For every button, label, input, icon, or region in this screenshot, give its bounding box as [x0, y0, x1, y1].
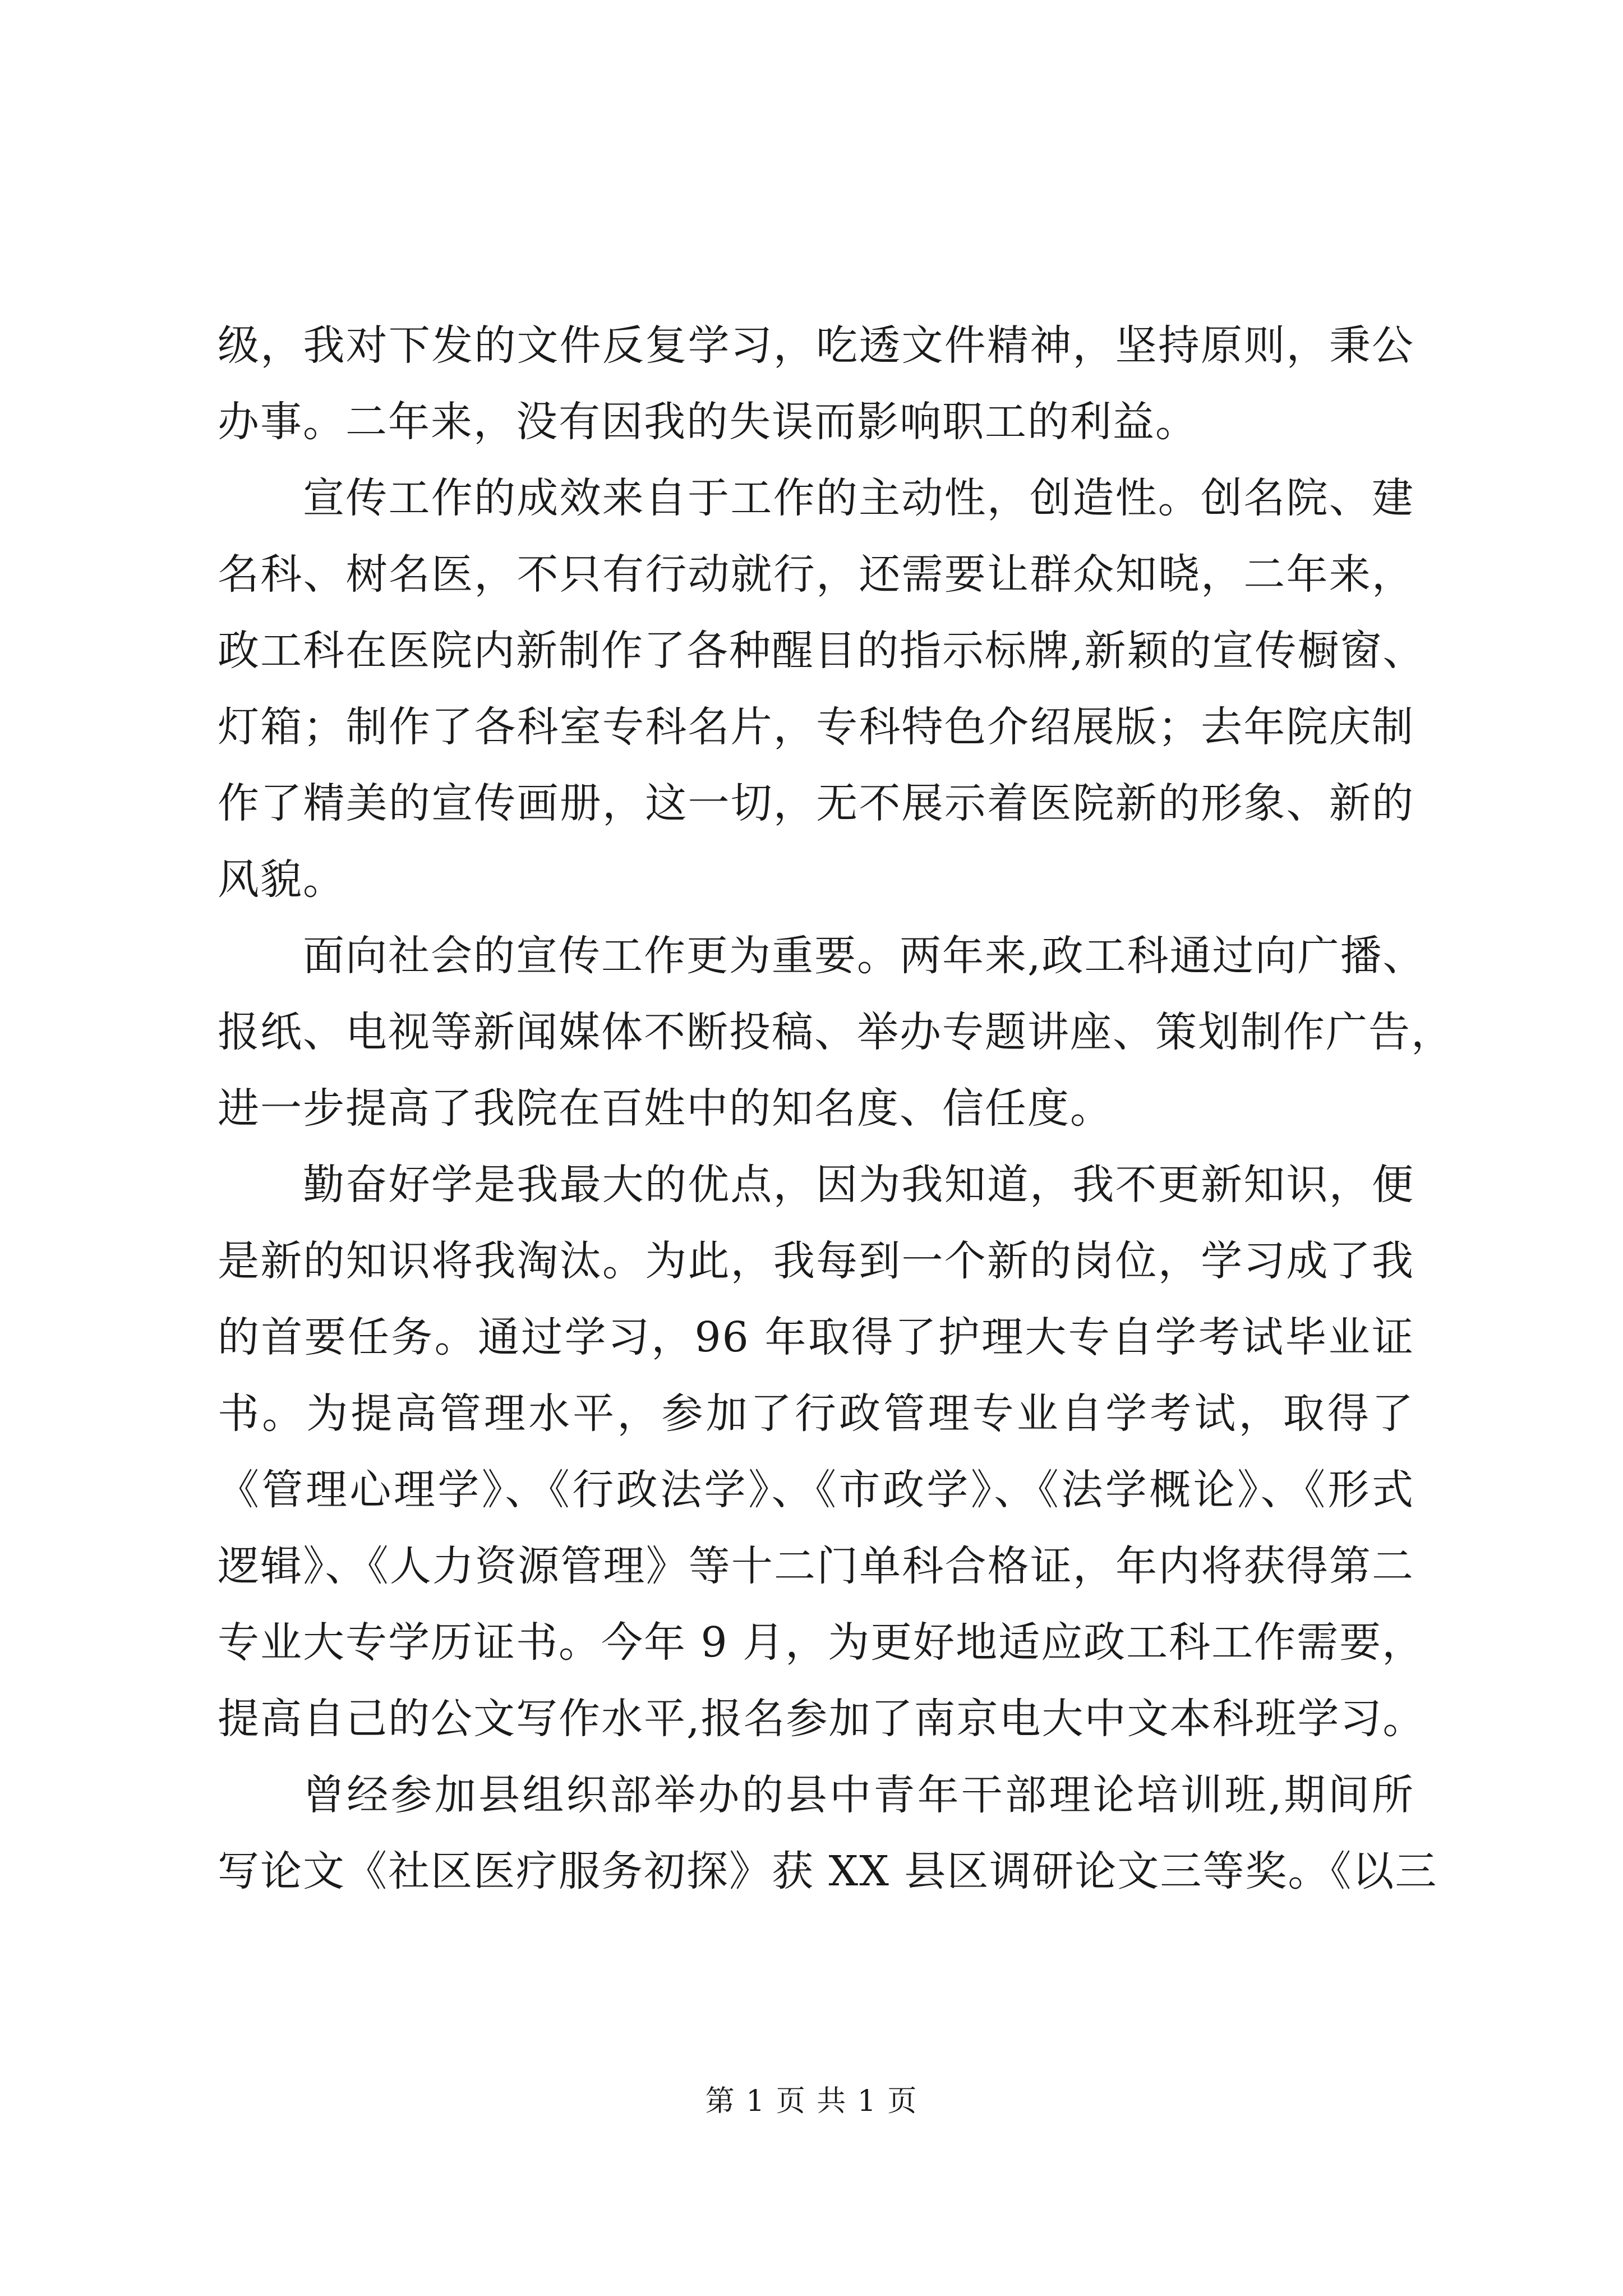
text-line: 报纸、电视等新闻媒体不断投稿、举办专题讲座、策划制作广告，	[218, 1008, 1454, 1056]
text-line: 是新的知识将我淘汰。为此，我每到一个新的岗位，学习成了我	[218, 1237, 1414, 1285]
text-line: 勤奋好学是我最大的优点，因为我知道，我不更新知识，便	[303, 1161, 1414, 1209]
text-line: 逻辑》、《人力资源管理》等十二门单科合格证，年内将获得第二	[218, 1542, 1414, 1590]
page-footer: 第 1 页 共 1 页	[705, 2085, 918, 2118]
text-line: 曾经参加县组织部举办的县中青年干部理论培训班,期间所	[303, 1771, 1414, 1819]
text-line: 进一步提高了我院在百姓中的知名度、信任度。	[218, 1084, 1113, 1133]
text-line: 政工科在医院内新制作了各种醒目的指示标牌,新颖的宣传橱窗、	[218, 627, 1426, 675]
text-line: 写论文《社区医疗服务初探》获 XX 县区调研论文三等奖。《以三	[218, 1847, 1438, 1895]
paragraph	[218, 460, 1426, 918]
text-line: 面向社会的宣传工作更为重要。两年来,政工科通过向广播、	[303, 932, 1426, 980]
text-line: 提高自己的公文写作水平,报名参加了南京电大中文本科班学习。	[218, 1695, 1426, 1743]
text-line: 办事。二年来，没有因我的失误而影响职工的利益。	[218, 398, 1198, 446]
text-line: 书。为提高管理水平，参加了行政管理专业自学考试，取得了	[218, 1389, 1414, 1438]
text-line: 灯箱；制作了各科室专科名片，专科特色介绍展版；去年院庆制	[218, 703, 1414, 751]
text-line: 《管理心理学》、《行政法学》、《市政学》、《法学概论》、《形式	[218, 1466, 1414, 1514]
paragraph	[218, 1147, 1426, 1757]
text-line: 名科、树名医，不只有行动就行，还需要让群众知晓，二年来，	[218, 550, 1414, 599]
paragraph	[218, 307, 1414, 460]
document-body	[218, 307, 1454, 1910]
text-line: 专业大专学历证书。今年 9 月，为更好地适应政工科工作需要，	[218, 1618, 1425, 1667]
text-line: 宣传工作的成效来自于工作的主动性，创造性。创名院、建	[303, 474, 1414, 522]
text-line: 的首要任务。通过学习，96 年取得了护理大专自学考试毕业证	[218, 1313, 1414, 1361]
text-line: 作了精美的宣传画册，这一切，无不展示着医院新的形象、新的	[218, 779, 1414, 827]
text-line: 级，我对下发的文件反复学习，吃透文件精神，坚持原则，秉公	[218, 321, 1414, 370]
paragraph	[218, 1757, 1438, 1910]
paragraph	[218, 918, 1454, 1147]
text-line: 风貌。	[218, 855, 345, 904]
